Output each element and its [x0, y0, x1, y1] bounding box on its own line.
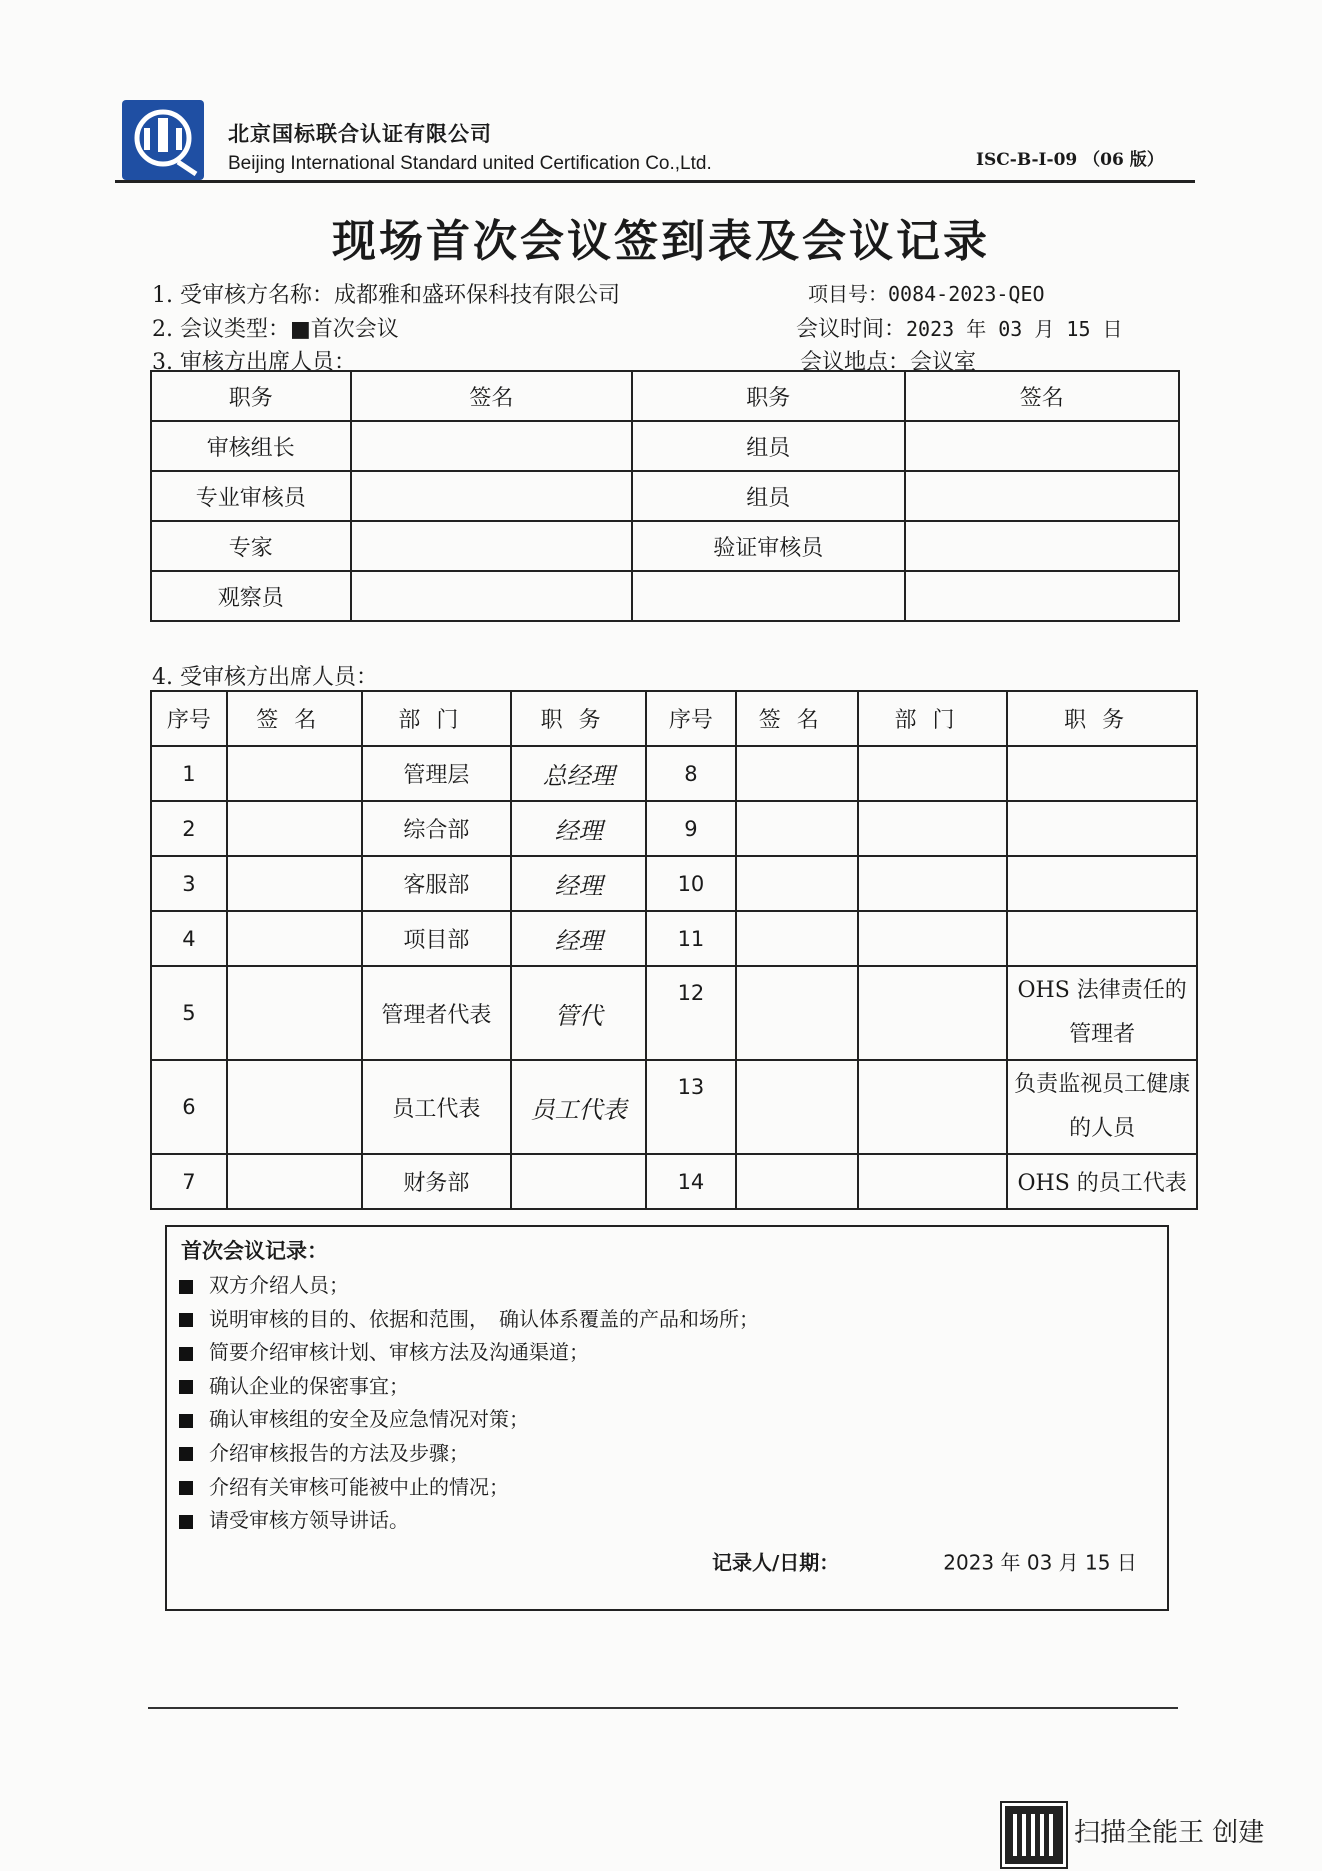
role-cell	[511, 1154, 646, 1209]
role-cell: 组员	[632, 471, 904, 521]
auditor-attendance-table	[150, 370, 1180, 622]
role-cell: 经理	[511, 801, 646, 856]
department-cell: 管理者代表	[362, 966, 512, 1060]
meeting-time: 2023 年 03 月 15 日	[906, 317, 1123, 341]
recorder-label: 记录人/日期：	[712, 1550, 840, 1575]
square-bullet-icon	[179, 1447, 193, 1461]
header-department: 部门	[858, 691, 1008, 746]
header-signature: 签名	[227, 691, 362, 746]
role-cell: OHS 的员工代表	[1007, 1154, 1197, 1209]
table-row	[151, 1154, 1197, 1209]
row-number: 13	[646, 1060, 736, 1154]
role-cell	[1007, 746, 1197, 801]
list-item	[179, 1336, 759, 1370]
header-role: 职务	[632, 371, 904, 421]
meeting-place-label: 会议地点：	[800, 350, 911, 375]
header-number: 序号	[646, 691, 736, 746]
signature-cell	[736, 746, 858, 801]
list-item-text: 介绍审核报告的方法及步骤；	[209, 1440, 469, 1465]
department-cell	[858, 911, 1008, 966]
meeting-time-label: 会议时间：	[796, 317, 907, 342]
list-item	[179, 1437, 759, 1471]
qr-code-icon	[1002, 1803, 1066, 1867]
signature-cell	[351, 471, 632, 521]
meeting-type: ■首次会议	[289, 317, 399, 342]
square-bullet-icon	[179, 1380, 193, 1394]
list-item-text: 简要介绍审核计划、审核方法及沟通渠道；	[209, 1340, 589, 1365]
meeting-minutes-box	[165, 1225, 1169, 1611]
row-number: 1	[151, 746, 227, 801]
department-cell	[858, 1154, 1008, 1209]
table-row	[151, 1060, 1197, 1154]
list-item-text: 介绍有关审核可能被中止的情况；	[209, 1474, 509, 1499]
signature-cell	[736, 801, 858, 856]
header-number: 序号	[151, 691, 227, 746]
auditee-line	[152, 278, 620, 309]
row-number: 12	[646, 966, 736, 1060]
list-item	[179, 1504, 759, 1538]
department-cell	[858, 746, 1008, 801]
role-cell: 审核组长	[151, 421, 351, 471]
table-row	[151, 471, 1179, 521]
square-bullet-icon	[179, 1347, 193, 1361]
signature-cell	[905, 471, 1180, 521]
table-row	[151, 911, 1197, 966]
meeting-place: 会议室	[910, 350, 977, 375]
header-divider	[115, 180, 1195, 183]
role-cell: 负责监视员工健康的人员	[1007, 1060, 1197, 1154]
table-row	[151, 521, 1179, 571]
recorder-date: 2023 年 03 月 15 日	[943, 1550, 1137, 1575]
company-name-cn: 北京国标联合认证有限公司	[228, 121, 492, 146]
role-cell: 总经理	[511, 746, 646, 801]
meeting-time-line	[796, 312, 1123, 343]
project-number	[808, 278, 1045, 307]
role-cell: 管代	[511, 966, 646, 1060]
row-number: 7	[151, 1154, 227, 1209]
signature-cell	[736, 856, 858, 911]
auditee-attendance-table	[150, 690, 1198, 1210]
row-number: 11	[646, 911, 736, 966]
row-number: 8	[646, 746, 736, 801]
role-cell: 验证审核员	[632, 521, 904, 571]
department-cell: 客服部	[362, 856, 512, 911]
list-item-text: 请受审核方领导讲话。	[209, 1508, 409, 1533]
role-cell: 员工代表	[511, 1060, 646, 1154]
list-item	[179, 1269, 759, 1303]
signature-cell	[227, 966, 362, 1060]
role-cell: 专家	[151, 521, 351, 571]
role-cell	[632, 571, 904, 621]
role-cell: 经理	[511, 911, 646, 966]
recorder-line	[712, 1539, 1137, 1589]
signature-cell	[351, 571, 632, 621]
signature-cell	[736, 1060, 858, 1154]
department-cell	[858, 966, 1008, 1060]
role-cell: OHS 法律责任的管理者	[1007, 966, 1197, 1060]
project-number-text: 项目号：0084-2023-QEO	[808, 282, 1045, 306]
role-cell	[1007, 911, 1197, 966]
header-signature: 签名	[736, 691, 858, 746]
list-item-text: 双方介绍人员；	[209, 1273, 349, 1297]
header-role: 职务	[511, 691, 646, 746]
role-cell: 经理	[511, 856, 646, 911]
role-cell	[1007, 856, 1197, 911]
list-item-text: 确认审核组的安全及应急情况对策；	[209, 1407, 529, 1432]
department-cell: 财务部	[362, 1154, 512, 1209]
signature-cell	[351, 421, 632, 471]
list-item	[179, 1303, 759, 1337]
row-number: 3	[151, 856, 227, 911]
signature-cell	[736, 911, 858, 966]
recorder-signature	[846, 1539, 936, 1589]
department-cell: 管理层	[362, 746, 512, 801]
signature-cell	[351, 521, 632, 571]
department-cell: 项目部	[362, 911, 512, 966]
minutes-list	[179, 1269, 759, 1538]
certification-logo-icon	[122, 100, 204, 180]
signature-cell	[905, 421, 1180, 471]
company-name-en: Beijing International Standard united Certification Co.,Ltd.	[228, 153, 712, 174]
list-item	[179, 1403, 759, 1437]
signature-cell	[227, 1154, 362, 1209]
square-bullet-icon	[179, 1481, 193, 1495]
list-item	[179, 1471, 759, 1505]
signature-cell	[227, 801, 362, 856]
header-signature: 签名	[351, 371, 632, 421]
signature-cell	[905, 521, 1180, 571]
document-title: 现场首次会议签到表及会议记录	[332, 216, 990, 267]
department-cell	[858, 856, 1008, 911]
meeting-type-line	[152, 312, 399, 343]
header-department: 部门	[362, 691, 512, 746]
table-row	[151, 421, 1179, 471]
role-cell: 观察员	[151, 571, 351, 621]
table-header-row	[151, 691, 1197, 746]
row-number: 5	[151, 966, 227, 1060]
department-cell	[858, 801, 1008, 856]
auditee-label: 1. 受审核方名称：	[152, 283, 334, 308]
header-signature: 签名	[905, 371, 1180, 421]
list-item-text: 说明审核的目的、依据和范围， 确认体系覆盖的产品和场所；	[209, 1306, 759, 1331]
square-bullet-icon	[179, 1414, 193, 1428]
signature-cell	[227, 911, 362, 966]
scanner-watermark: 扫描全能王 创建	[1074, 1818, 1265, 1848]
signature-cell	[736, 1154, 858, 1209]
square-bullet-icon	[179, 1313, 193, 1327]
square-bullet-icon	[179, 1280, 193, 1294]
row-number: 2	[151, 801, 227, 856]
table-row	[151, 856, 1197, 911]
table-header-row	[151, 371, 1179, 421]
row-number: 10	[646, 856, 736, 911]
list-item	[179, 1370, 759, 1404]
form-code: ISC-B-I-09 （06 版）	[976, 150, 1164, 170]
signature-cell	[905, 571, 1180, 621]
minutes-title: 首次会议记录：	[181, 1238, 328, 1263]
row-number: 4	[151, 911, 227, 966]
header-role: 职务	[1007, 691, 1197, 746]
role-cell	[1007, 801, 1197, 856]
department-cell	[858, 1060, 1008, 1154]
table-row	[151, 801, 1197, 856]
row-number: 6	[151, 1060, 227, 1154]
list-item-text: 确认企业的保密事宜；	[209, 1373, 409, 1398]
row-number: 9	[646, 801, 736, 856]
signature-cell	[736, 966, 858, 1060]
department-cell: 综合部	[362, 801, 512, 856]
signature-cell	[227, 746, 362, 801]
table-row	[151, 966, 1197, 1060]
footer-divider	[148, 1707, 1178, 1709]
role-cell: 组员	[632, 421, 904, 471]
row-number: 14	[646, 1154, 736, 1209]
auditor-attendees-label: 3. 审核方出席人员：	[152, 350, 356, 375]
table-row	[151, 571, 1179, 621]
header-role: 职务	[151, 371, 351, 421]
square-bullet-icon	[179, 1515, 193, 1529]
signature-cell	[227, 856, 362, 911]
role-cell: 专业审核员	[151, 471, 351, 521]
department-cell: 员工代表	[362, 1060, 512, 1154]
auditee-attendees-label: 4. 受审核方出席人员：	[152, 665, 378, 690]
auditee-name: 成都雅和盛环保科技有限公司	[333, 283, 620, 308]
table-row	[151, 746, 1197, 801]
signature-cell	[227, 1060, 362, 1154]
meeting-type-label: 2. 会议类型：	[152, 317, 290, 342]
